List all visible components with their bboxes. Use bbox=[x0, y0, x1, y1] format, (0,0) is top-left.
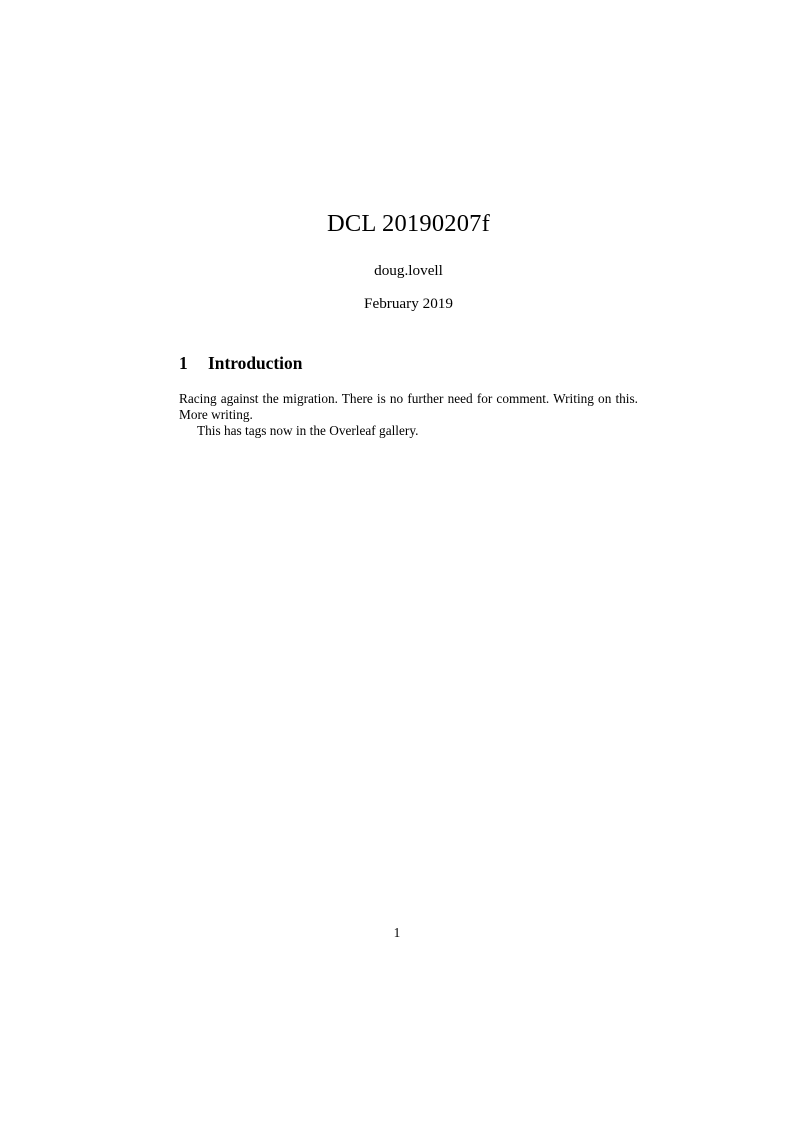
section-heading-introduction bbox=[179, 313, 638, 374]
page-number: 1 bbox=[393, 925, 401, 940]
document-date: February 2019 bbox=[364, 295, 453, 312]
paragraph: This has tags now in the Overleaf gallery. bbox=[197, 423, 419, 439]
paragraph: Racing against the migration. There is no further need for comment. Writing on this. More writing. bbox=[179, 391, 638, 423]
page-content bbox=[179, 0, 638, 439]
section-number: 1 bbox=[179, 353, 188, 373]
section-title: Introduction bbox=[208, 353, 303, 373]
document-author: doug.lovell bbox=[374, 262, 443, 279]
page-title: DCL 20190207f bbox=[327, 210, 490, 237]
